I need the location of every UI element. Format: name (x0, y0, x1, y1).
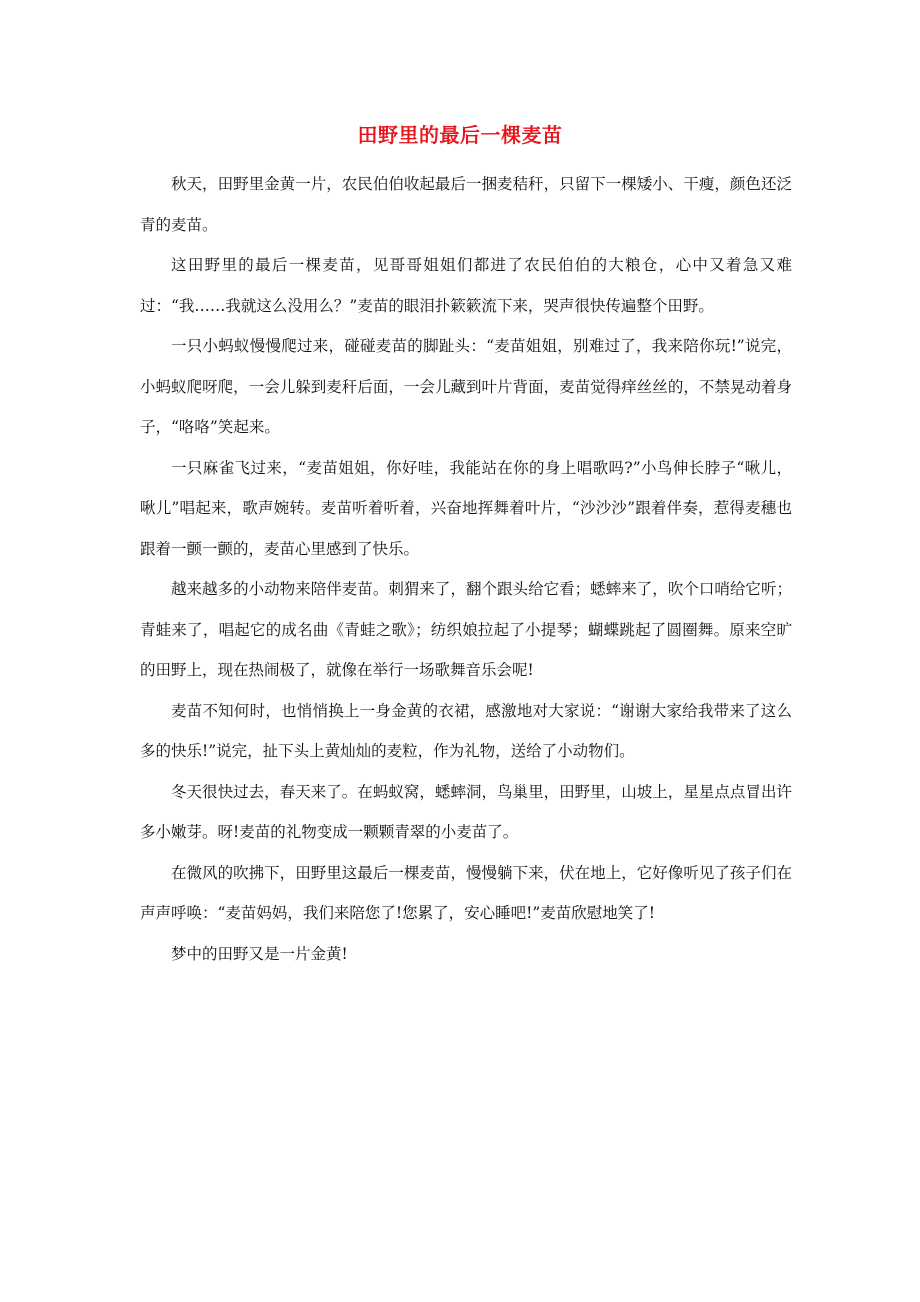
paragraph: 一只小蚂蚁慢慢爬过来，碰碰麦苗的脚趾头：“麦苗姐姐，别难过了，我来陪你玩!”说完，小蚂蚁爬呀爬，一会儿躲到麦秆后面，一会儿藏到叶片背面，麦苗觉得痒丝丝的，不禁晃动着身子，“咯咯”笑起来。 (140, 337, 792, 436)
paragraph: 越来越多的小动物来陪伴麦苗。刺猬来了，翻个跟头给它看；蟋蟀来了，吹个口哨给它听；青蛙来了，唱起它的成名曲《青蛙之歌》；纺织娘拉起了小提琴；蝴蝶跳起了圆圈舞。原来空旷的田野上，现在热闹极了，就像在举行一场歌舞音乐会呢! (140, 580, 792, 679)
document-body (140, 164, 792, 974)
paragraph: 秋天，田野里金黄一片，农民伯伯收起最后一捆麦秸秆，只留下一棵矮小、干瘦，颜色还泛青的麦苗。 (140, 175, 792, 234)
paragraph: 冬天很快过去，春天来了。在蚂蚁窝，蟋蟀洞，鸟巢里，田野里，山坡上，星星点点冒出许多小嫩芽。呀!麦苗的礼物变成一颗颗青翠的小麦苗了。 (140, 782, 792, 841)
paragraph: 一只麻雀飞过来，“麦苗姐姐，你好哇，我能站在你的身上唱歌吗?”小鸟伸长脖子“啾儿，啾儿”唱起来，歌声婉转。麦苗听着听着，兴奋地挥舞着叶片，“沙沙沙”跟着伴奏，惹得麦穗也跟着一颤一颤的，麦苗心里感到了快乐。 (140, 458, 792, 558)
paragraph: 梦中的田野又是一片金黄! (171, 944, 348, 963)
paragraph: 在微风的吹拂下，田野里这最后一棵麦苗，慢慢躺下来，伏在地上，它好像听见了孩子们在声声呼唤：“麦苗妈妈，我们来陪您了!您累了，安心睡吧!”麦苗欣慰地笑了! (140, 863, 792, 922)
paragraph: 麦苗不知何时，也悄悄换上一身金黄的衣裙，感激地对大家说：“谢谢大家给我带来了这么多的快乐!”说完，扯下头上黄灿灿的麦粒，作为礼物，送给了小动物们。 (140, 701, 792, 760)
document-title: 田野里的最后一棵麦苗 (357, 123, 563, 147)
paragraph: 这田野里的最后一棵麦苗，见哥哥姐姐们都进了农民伯伯的大粮仓，心中又着急又难过：“我……我就这么没用么？”麦苗的眼泪扑簌簌流下来，哭声很快传遍整个田野。 (140, 256, 792, 315)
